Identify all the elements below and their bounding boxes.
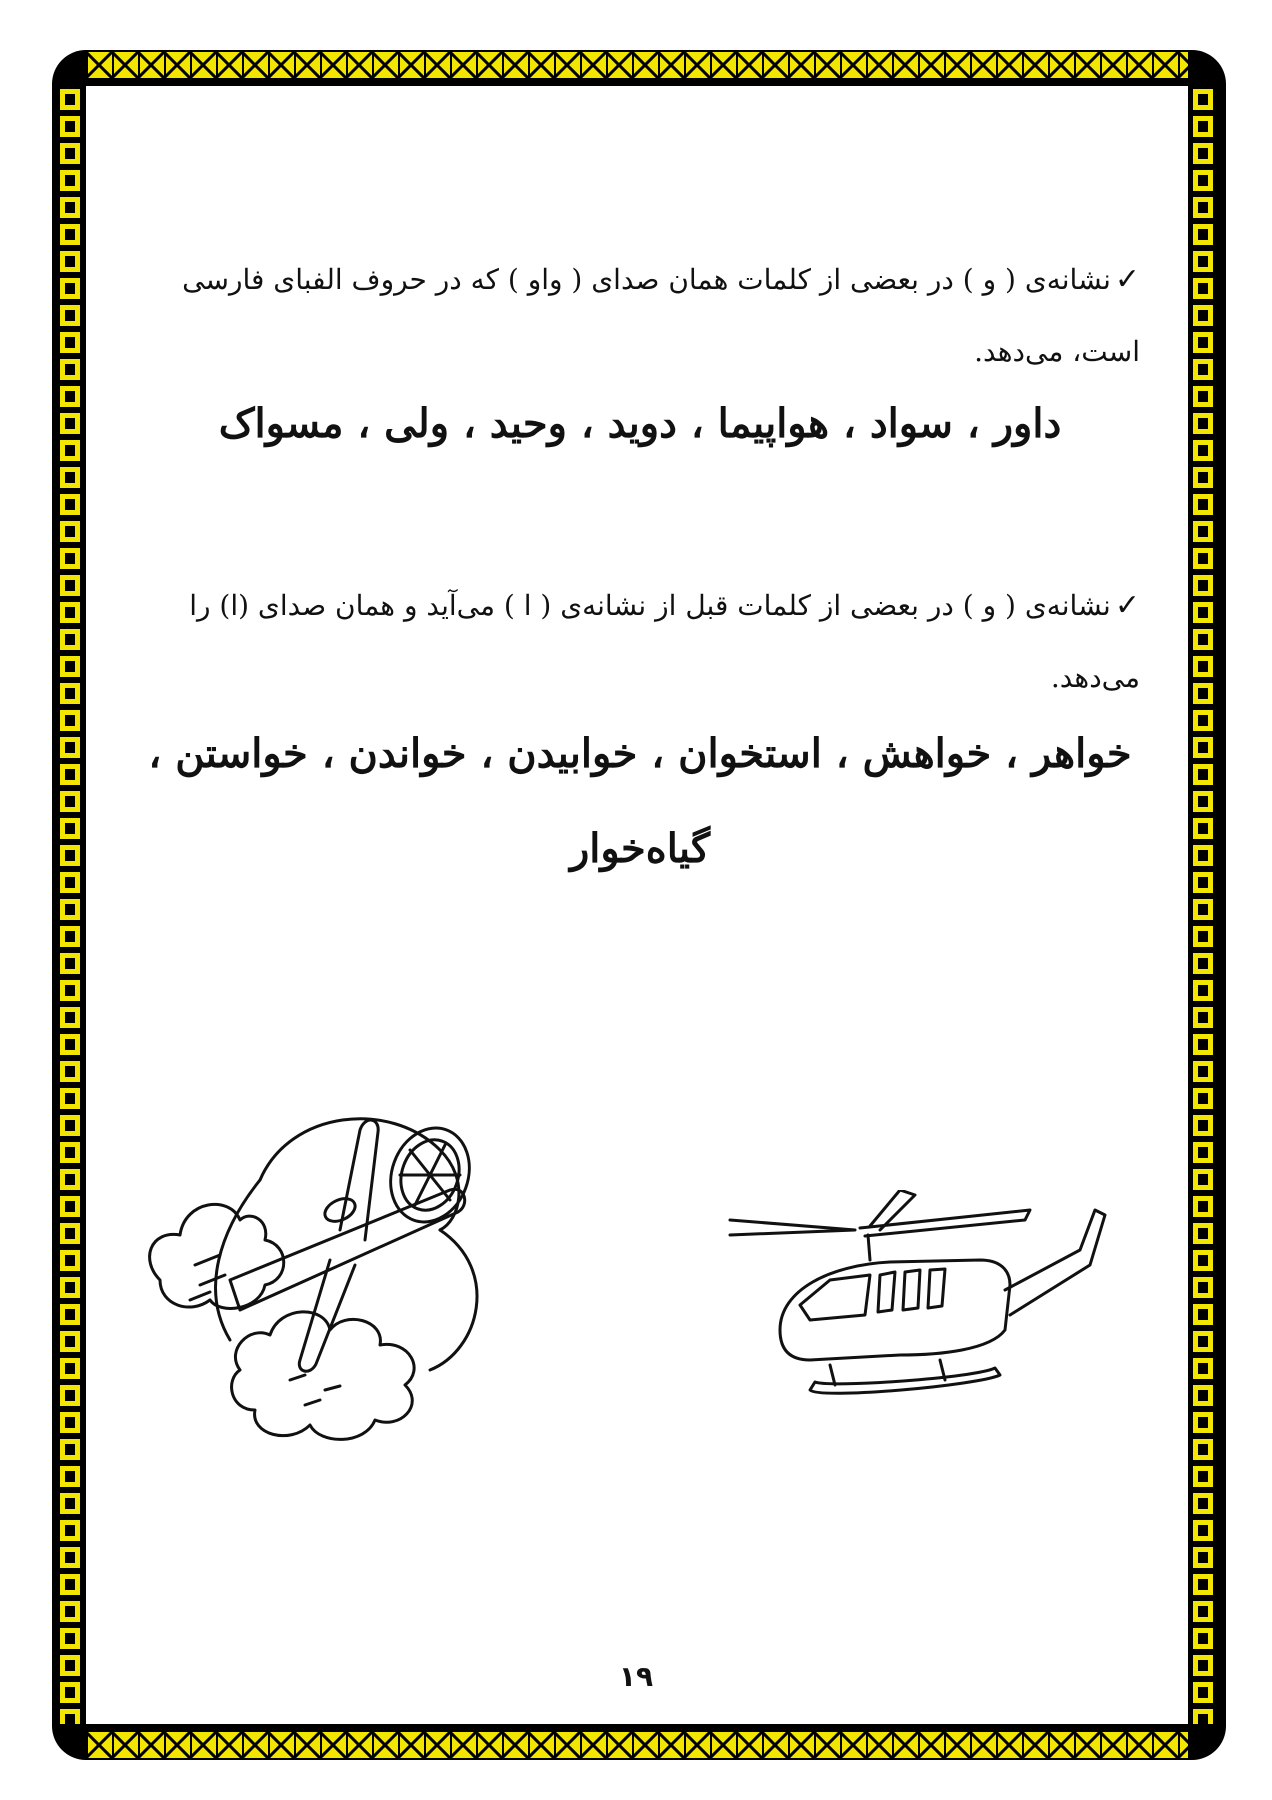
right-border-chain — [1193, 86, 1213, 1724]
rule-text-1: نشانه‌ی ( و ) در بعضی از کلمات همان صدای ( واو ) که در حروف الفبای فارسی است، می‌دهد. — [182, 263, 1140, 368]
rule-paragraph-1 — [140, 244, 1140, 388]
bottom-border-band — [86, 1732, 1188, 1758]
top-border-band — [86, 52, 1188, 78]
example-words-2-line-2: گیاه‌خوار — [569, 825, 711, 872]
example-words-2-line-1: خواهر ، خواهش ، استخوان ، خوابیدن ، خواندن ، خواستن ، — [148, 730, 1132, 777]
rule-text-2: نشانه‌ی ( و ) در بعضی از کلمات قبل از نشانه‌ی ( ا ) می‌آید و همان صدای (ا) را می‌دهد. — [189, 589, 1140, 694]
example-words-1: داور ، سواد ، هواپیما ، دوید ، وحید ، ولی ، مسواک — [218, 400, 1062, 447]
page-number: ۱۹ — [618, 1660, 654, 1693]
rule-paragraph-2 — [140, 570, 1140, 714]
left-border-chain — [60, 86, 80, 1724]
helicopter-illustration — [720, 1190, 1120, 1430]
check-icon: ✓ — [1114, 262, 1140, 297]
airplane-illustration — [140, 1070, 530, 1450]
check-icon: ✓ — [1114, 588, 1140, 623]
